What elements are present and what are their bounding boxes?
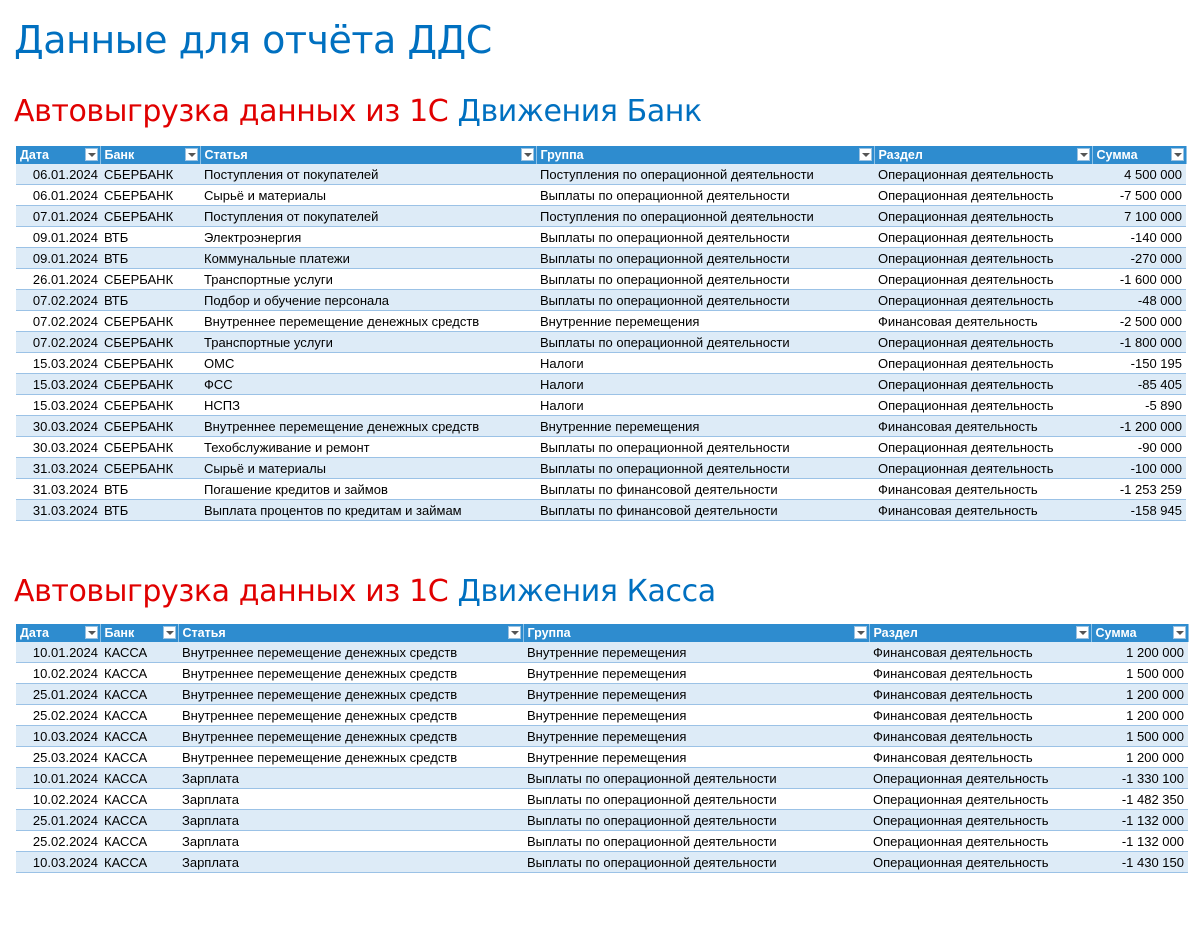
- cell-group[interactable]: Внутренние перемещения: [523, 663, 869, 684]
- filter-dropdown-icon[interactable]: [854, 626, 867, 639]
- filter-dropdown-icon[interactable]: [85, 626, 98, 639]
- cell-date[interactable]: 10.02.2024: [16, 789, 100, 810]
- column-header-section: [874, 146, 1092, 164]
- cell-section[interactable]: Операционная деятельность: [874, 185, 1092, 206]
- cell-bank[interactable]: СБЕРБАНК: [100, 311, 200, 332]
- cell-group[interactable]: Внутренние перемещения: [523, 726, 869, 747]
- cell-bank[interactable]: КАССА: [100, 663, 178, 684]
- column-header-bank: [100, 624, 178, 642]
- cell-bank[interactable]: СБЕРБАНК: [100, 353, 200, 374]
- cell-group[interactable]: Выплаты по операционной деятельности: [523, 810, 869, 831]
- cell-section[interactable]: Операционная деятельность: [869, 810, 1091, 831]
- table-row: [16, 374, 1186, 395]
- cell-date[interactable]: 07.01.2024: [16, 206, 100, 227]
- cell-date[interactable]: 10.02.2024: [16, 663, 100, 684]
- cell-article[interactable]: Зарплата: [178, 831, 523, 852]
- table-row: [16, 290, 1186, 311]
- table-row: [16, 479, 1186, 500]
- cell-section[interactable]: Операционная деятельность: [874, 395, 1092, 416]
- cell-bank[interactable]: СБЕРБАНК: [100, 395, 200, 416]
- column-header-label: Сумма: [1096, 148, 1138, 162]
- column-header-amount: [1092, 146, 1186, 164]
- cell-amount[interactable]: 1 200 000: [1091, 747, 1188, 768]
- cell-group[interactable]: Выплаты по операционной деятельности: [536, 437, 874, 458]
- cell-date[interactable]: 25.02.2024: [16, 705, 100, 726]
- cell-date[interactable]: 10.01.2024: [16, 642, 100, 663]
- table-row: [16, 684, 1188, 705]
- column-header-article: [178, 624, 523, 642]
- cell-amount[interactable]: -5 890: [1092, 395, 1186, 416]
- table-row: [16, 164, 1186, 185]
- cell-section[interactable]: Операционная деятельность: [874, 458, 1092, 479]
- filter-dropdown-icon[interactable]: [163, 626, 176, 639]
- cell-section[interactable]: Операционная деятельность: [874, 164, 1092, 185]
- cell-group[interactable]: Выплаты по операционной деятельности: [536, 269, 874, 290]
- cell-group[interactable]: Выплаты по операционной деятельности: [536, 458, 874, 479]
- filter-dropdown-icon[interactable]: [521, 148, 534, 161]
- column-header-label: Банк: [104, 626, 135, 640]
- cell-section[interactable]: Операционная деятельность: [869, 768, 1091, 789]
- cell-bank[interactable]: ВТБ: [100, 479, 200, 500]
- cell-article[interactable]: Сырьё и материалы: [200, 458, 536, 479]
- cell-article[interactable]: Погашение кредитов и займов: [200, 479, 536, 500]
- cell-section[interactable]: Операционная деятельность: [874, 227, 1092, 248]
- cell-section[interactable]: Операционная деятельность: [874, 269, 1092, 290]
- cell-amount[interactable]: 1 500 000: [1091, 663, 1188, 684]
- cell-article[interactable]: Внутреннее перемещение денежных средств: [200, 416, 536, 437]
- cell-bank[interactable]: СБЕРБАНК: [100, 164, 200, 185]
- column-header-date: [16, 624, 100, 642]
- column-header-group: [536, 146, 874, 164]
- cell-amount[interactable]: -1 132 000: [1091, 810, 1188, 831]
- cell-bank[interactable]: КАССА: [100, 831, 178, 852]
- column-header-amount: [1091, 624, 1188, 642]
- cell-amount[interactable]: 7 100 000: [1092, 206, 1186, 227]
- cell-date[interactable]: 09.01.2024: [16, 227, 100, 248]
- cell-article[interactable]: Коммунальные платежи: [200, 248, 536, 269]
- cell-amount[interactable]: -1 132 000: [1091, 831, 1188, 852]
- table-row: [16, 500, 1186, 521]
- cell-article[interactable]: Зарплата: [178, 852, 523, 873]
- cell-article[interactable]: НСПЗ: [200, 395, 536, 416]
- cell-date[interactable]: 25.01.2024: [16, 684, 100, 705]
- filter-dropdown-icon[interactable]: [508, 626, 521, 639]
- cell-bank[interactable]: СБЕРБАНК: [100, 206, 200, 227]
- cell-section[interactable]: Операционная деятельность: [874, 290, 1092, 311]
- cell-date[interactable]: 06.01.2024: [16, 164, 100, 185]
- cell-section[interactable]: Финансовая деятельность: [869, 726, 1091, 747]
- cell-date[interactable]: 31.03.2024: [16, 458, 100, 479]
- table-row: [16, 789, 1188, 810]
- column-header-label: Сумма: [1095, 626, 1137, 640]
- cell-section[interactable]: Операционная деятельность: [869, 852, 1091, 873]
- cash-title-suffix: Движения Касса: [457, 574, 716, 609]
- cell-amount[interactable]: -1 800 000: [1092, 332, 1186, 353]
- column-header-label: Дата: [20, 148, 49, 162]
- table-row: [16, 353, 1186, 374]
- table-row: [16, 416, 1186, 437]
- table-row: [16, 227, 1186, 248]
- cell-bank[interactable]: СБЕРБАНК: [100, 458, 200, 479]
- cell-amount[interactable]: -1 600 000: [1092, 269, 1186, 290]
- cell-amount[interactable]: 1 500 000: [1091, 726, 1188, 747]
- cell-group[interactable]: Налоги: [536, 374, 874, 395]
- column-header-label: Группа: [540, 148, 584, 162]
- table-row: [16, 747, 1188, 768]
- cell-amount[interactable]: -100 000: [1092, 458, 1186, 479]
- cell-date[interactable]: 10.03.2024: [16, 852, 100, 873]
- cell-section[interactable]: Финансовая деятельность: [869, 642, 1091, 663]
- cash-section-title: [14, 574, 716, 609]
- cell-date[interactable]: 31.03.2024: [16, 479, 100, 500]
- cell-section[interactable]: Финансовая деятельность: [874, 416, 1092, 437]
- filter-dropdown-icon[interactable]: [1076, 626, 1089, 639]
- column-header-bank: [100, 146, 200, 164]
- cell-date[interactable]: 09.01.2024: [16, 248, 100, 269]
- cell-bank[interactable]: ВТБ: [100, 290, 200, 311]
- cell-section[interactable]: Финансовая деятельность: [874, 479, 1092, 500]
- cell-amount[interactable]: -1 430 150: [1091, 852, 1188, 873]
- filter-dropdown-icon[interactable]: [185, 148, 198, 161]
- cell-bank[interactable]: КАССА: [100, 789, 178, 810]
- cell-group[interactable]: Поступления по операционной деятельности: [536, 206, 874, 227]
- cell-date[interactable]: 31.03.2024: [16, 500, 100, 521]
- cell-date[interactable]: 26.01.2024: [16, 269, 100, 290]
- cell-article[interactable]: Зарплата: [178, 768, 523, 789]
- table-row: [16, 768, 1188, 789]
- cell-section[interactable]: Операционная деятельность: [874, 248, 1092, 269]
- table-row: [16, 248, 1186, 269]
- page-title: Данные для отчёта ДДС: [14, 18, 492, 62]
- cell-date[interactable]: 15.03.2024: [16, 374, 100, 395]
- cell-section[interactable]: Финансовая деятельность: [869, 684, 1091, 705]
- cell-amount[interactable]: -2 500 000: [1092, 311, 1186, 332]
- cell-group[interactable]: Налоги: [536, 353, 874, 374]
- cell-date[interactable]: 25.03.2024: [16, 747, 100, 768]
- column-header-label: Дата: [20, 626, 49, 640]
- cell-group[interactable]: Выплаты по финансовой деятельности: [536, 500, 874, 521]
- cell-article[interactable]: Транспортные услуги: [200, 332, 536, 353]
- cell-group[interactable]: Выплаты по операционной деятельности: [536, 185, 874, 206]
- cell-bank[interactable]: СБЕРБАНК: [100, 185, 200, 206]
- cell-amount[interactable]: -270 000: [1092, 248, 1186, 269]
- column-header-label: Банк: [104, 148, 135, 162]
- cell-section[interactable]: Финансовая деятельность: [869, 705, 1091, 726]
- cell-bank[interactable]: ВТБ: [100, 227, 200, 248]
- cell-amount[interactable]: -150 195: [1092, 353, 1186, 374]
- table-row: [16, 206, 1186, 227]
- bank-movements-table: [16, 146, 1187, 521]
- cell-bank[interactable]: КАССА: [100, 705, 178, 726]
- cell-article[interactable]: ОМС: [200, 353, 536, 374]
- column-header-label: Группа: [527, 626, 571, 640]
- cell-article[interactable]: Электроэнергия: [200, 227, 536, 248]
- cell-amount[interactable]: -158 945: [1092, 500, 1186, 521]
- cell-group[interactable]: Выплаты по операционной деятельности: [536, 227, 874, 248]
- cash-movements-table: [16, 624, 1189, 873]
- cell-article[interactable]: Внутреннее перемещение денежных средств: [178, 705, 523, 726]
- cell-article[interactable]: Внутреннее перемещение денежных средств: [178, 684, 523, 705]
- column-header-label: Статья: [182, 626, 226, 640]
- table-row: [16, 810, 1188, 831]
- cash-title-prefix: Автовыгрузка данных из 1С: [14, 574, 449, 609]
- cell-date[interactable]: 07.02.2024: [16, 290, 100, 311]
- cell-article[interactable]: Поступления от покупателей: [200, 164, 536, 185]
- cell-section[interactable]: Операционная деятельность: [874, 353, 1092, 374]
- cell-bank[interactable]: ВТБ: [100, 500, 200, 521]
- cell-bank[interactable]: КАССА: [100, 768, 178, 789]
- cell-section[interactable]: Операционная деятельность: [869, 831, 1091, 852]
- cell-amount[interactable]: 1 200 000: [1091, 705, 1188, 726]
- table-row: [16, 726, 1188, 747]
- column-header-group: [523, 624, 869, 642]
- cell-amount[interactable]: -7 500 000: [1092, 185, 1186, 206]
- table-row: [16, 458, 1186, 479]
- cell-group[interactable]: Внутренние перемещения: [536, 311, 874, 332]
- column-header-section: [869, 624, 1091, 642]
- cell-amount[interactable]: -1 482 350: [1091, 789, 1188, 810]
- table-row: [16, 705, 1188, 726]
- cell-bank[interactable]: КАССА: [100, 747, 178, 768]
- cell-bank[interactable]: СБЕРБАНК: [100, 332, 200, 353]
- cell-article[interactable]: Техобслуживание и ремонт: [200, 437, 536, 458]
- cell-group[interactable]: Выплаты по операционной деятельности: [523, 831, 869, 852]
- cell-date[interactable]: 25.01.2024: [16, 810, 100, 831]
- cell-bank[interactable]: КАССА: [100, 726, 178, 747]
- cell-date[interactable]: 10.03.2024: [16, 726, 100, 747]
- filter-dropdown-icon[interactable]: [1077, 148, 1090, 161]
- cell-group[interactable]: Внутренние перемещения: [523, 705, 869, 726]
- cell-date[interactable]: 07.02.2024: [16, 311, 100, 332]
- cell-article[interactable]: Поступления от покупателей: [200, 206, 536, 227]
- cell-section[interactable]: Операционная деятельность: [869, 789, 1091, 810]
- bank-title-prefix: Автовыгрузка данных из 1С: [14, 94, 449, 129]
- cell-section[interactable]: Финансовая деятельность: [869, 663, 1091, 684]
- cell-article[interactable]: Внутреннее перемещение денежных средств: [178, 663, 523, 684]
- cell-section[interactable]: Финансовая деятельность: [874, 500, 1092, 521]
- filter-dropdown-icon[interactable]: [1171, 148, 1184, 161]
- cell-group[interactable]: Поступления по операционной деятельности: [536, 164, 874, 185]
- cell-group[interactable]: Выплаты по операционной деятельности: [523, 768, 869, 789]
- bank-table-header-row: [16, 146, 1186, 164]
- cell-bank[interactable]: КАССА: [100, 810, 178, 831]
- table-row: [16, 185, 1186, 206]
- cell-group[interactable]: Выплаты по операционной деятельности: [536, 248, 874, 269]
- cell-amount[interactable]: 1 200 000: [1091, 684, 1188, 705]
- cell-section[interactable]: Операционная деятельность: [874, 206, 1092, 227]
- cell-group[interactable]: Выплаты по операционной деятельности: [536, 332, 874, 353]
- filter-dropdown-icon[interactable]: [85, 148, 98, 161]
- table-row: [16, 437, 1186, 458]
- cell-bank[interactable]: ВТБ: [100, 248, 200, 269]
- cell-amount[interactable]: -1 330 100: [1091, 768, 1188, 789]
- cell-group[interactable]: Внутренние перемещения: [523, 642, 869, 663]
- cell-amount[interactable]: -140 000: [1092, 227, 1186, 248]
- cell-bank[interactable]: СБЕРБАНК: [100, 437, 200, 458]
- cell-bank[interactable]: СБЕРБАНК: [100, 374, 200, 395]
- cell-bank[interactable]: КАССА: [100, 642, 178, 663]
- cell-bank[interactable]: КАССА: [100, 852, 178, 873]
- column-header-label: Раздел: [878, 148, 923, 162]
- column-header-article: [200, 146, 536, 164]
- cell-bank[interactable]: КАССА: [100, 684, 178, 705]
- cell-section[interactable]: Финансовая деятельность: [869, 747, 1091, 768]
- cell-bank[interactable]: СБЕРБАНК: [100, 269, 200, 290]
- cell-article[interactable]: Сырьё и материалы: [200, 185, 536, 206]
- column-header-date: [16, 146, 100, 164]
- cell-date[interactable]: 10.01.2024: [16, 768, 100, 789]
- cell-article[interactable]: Транспортные услуги: [200, 269, 536, 290]
- cell-amount[interactable]: 1 200 000: [1091, 642, 1188, 663]
- bank-title-suffix: Движения Банк: [457, 94, 702, 129]
- cell-amount[interactable]: -1 200 000: [1092, 416, 1186, 437]
- filter-dropdown-icon[interactable]: [1173, 626, 1186, 639]
- table-row: [16, 332, 1186, 353]
- cell-article[interactable]: ФСС: [200, 374, 536, 395]
- cell-section[interactable]: Операционная деятельность: [874, 437, 1092, 458]
- cell-section[interactable]: Финансовая деятельность: [874, 311, 1092, 332]
- cell-article[interactable]: Зарплата: [178, 810, 523, 831]
- cash-table-header-row: [16, 624, 1188, 642]
- cell-group[interactable]: Внутренние перемещения: [523, 747, 869, 768]
- cell-article[interactable]: Подбор и обучение персонала: [200, 290, 536, 311]
- table-row: [16, 395, 1186, 416]
- table-row: [16, 311, 1186, 332]
- cell-amount[interactable]: -85 405: [1092, 374, 1186, 395]
- cell-group[interactable]: Выплаты по финансовой деятельности: [536, 479, 874, 500]
- cell-group[interactable]: Выплаты по операционной деятельности: [523, 789, 869, 810]
- cell-section[interactable]: Операционная деятельность: [874, 374, 1092, 395]
- cell-section[interactable]: Операционная деятельность: [874, 332, 1092, 353]
- cell-amount[interactable]: 4 500 000: [1092, 164, 1186, 185]
- cell-amount[interactable]: -48 000: [1092, 290, 1186, 311]
- table-row: [16, 831, 1188, 852]
- cell-article[interactable]: Выплата процентов по кредитам и займам: [200, 500, 536, 521]
- table-row: [16, 642, 1188, 663]
- cell-amount[interactable]: -1 253 259: [1092, 479, 1186, 500]
- cell-date[interactable]: 15.03.2024: [16, 395, 100, 416]
- cell-group[interactable]: Налоги: [536, 395, 874, 416]
- cell-article[interactable]: Внутреннее перемещение денежных средств: [178, 747, 523, 768]
- cell-date[interactable]: 15.03.2024: [16, 353, 100, 374]
- cell-date[interactable]: 30.03.2024: [16, 437, 100, 458]
- cell-group[interactable]: Внутренние перемещения: [523, 684, 869, 705]
- cell-date[interactable]: 30.03.2024: [16, 416, 100, 437]
- cell-article[interactable]: Внутреннее перемещение денежных средств: [178, 642, 523, 663]
- filter-dropdown-icon[interactable]: [859, 148, 872, 161]
- table-row: [16, 852, 1188, 873]
- cell-group[interactable]: Внутренние перемещения: [536, 416, 874, 437]
- cell-date[interactable]: 25.02.2024: [16, 831, 100, 852]
- cell-article[interactable]: Внутреннее перемещение денежных средств: [200, 311, 536, 332]
- cell-article[interactable]: Зарплата: [178, 789, 523, 810]
- cell-group[interactable]: Выплаты по операционной деятельности: [536, 290, 874, 311]
- cell-bank[interactable]: СБЕРБАНК: [100, 416, 200, 437]
- table-row: [16, 663, 1188, 684]
- table-row: [16, 269, 1186, 290]
- cell-article[interactable]: Внутреннее перемещение денежных средств: [178, 726, 523, 747]
- cell-date[interactable]: 07.02.2024: [16, 332, 100, 353]
- cell-date[interactable]: 06.01.2024: [16, 185, 100, 206]
- column-header-label: Статья: [204, 148, 248, 162]
- column-header-label: Раздел: [873, 626, 918, 640]
- cell-group[interactable]: Выплаты по операционной деятельности: [523, 852, 869, 873]
- cell-amount[interactable]: -90 000: [1092, 437, 1186, 458]
- bank-section-title: [14, 94, 702, 129]
